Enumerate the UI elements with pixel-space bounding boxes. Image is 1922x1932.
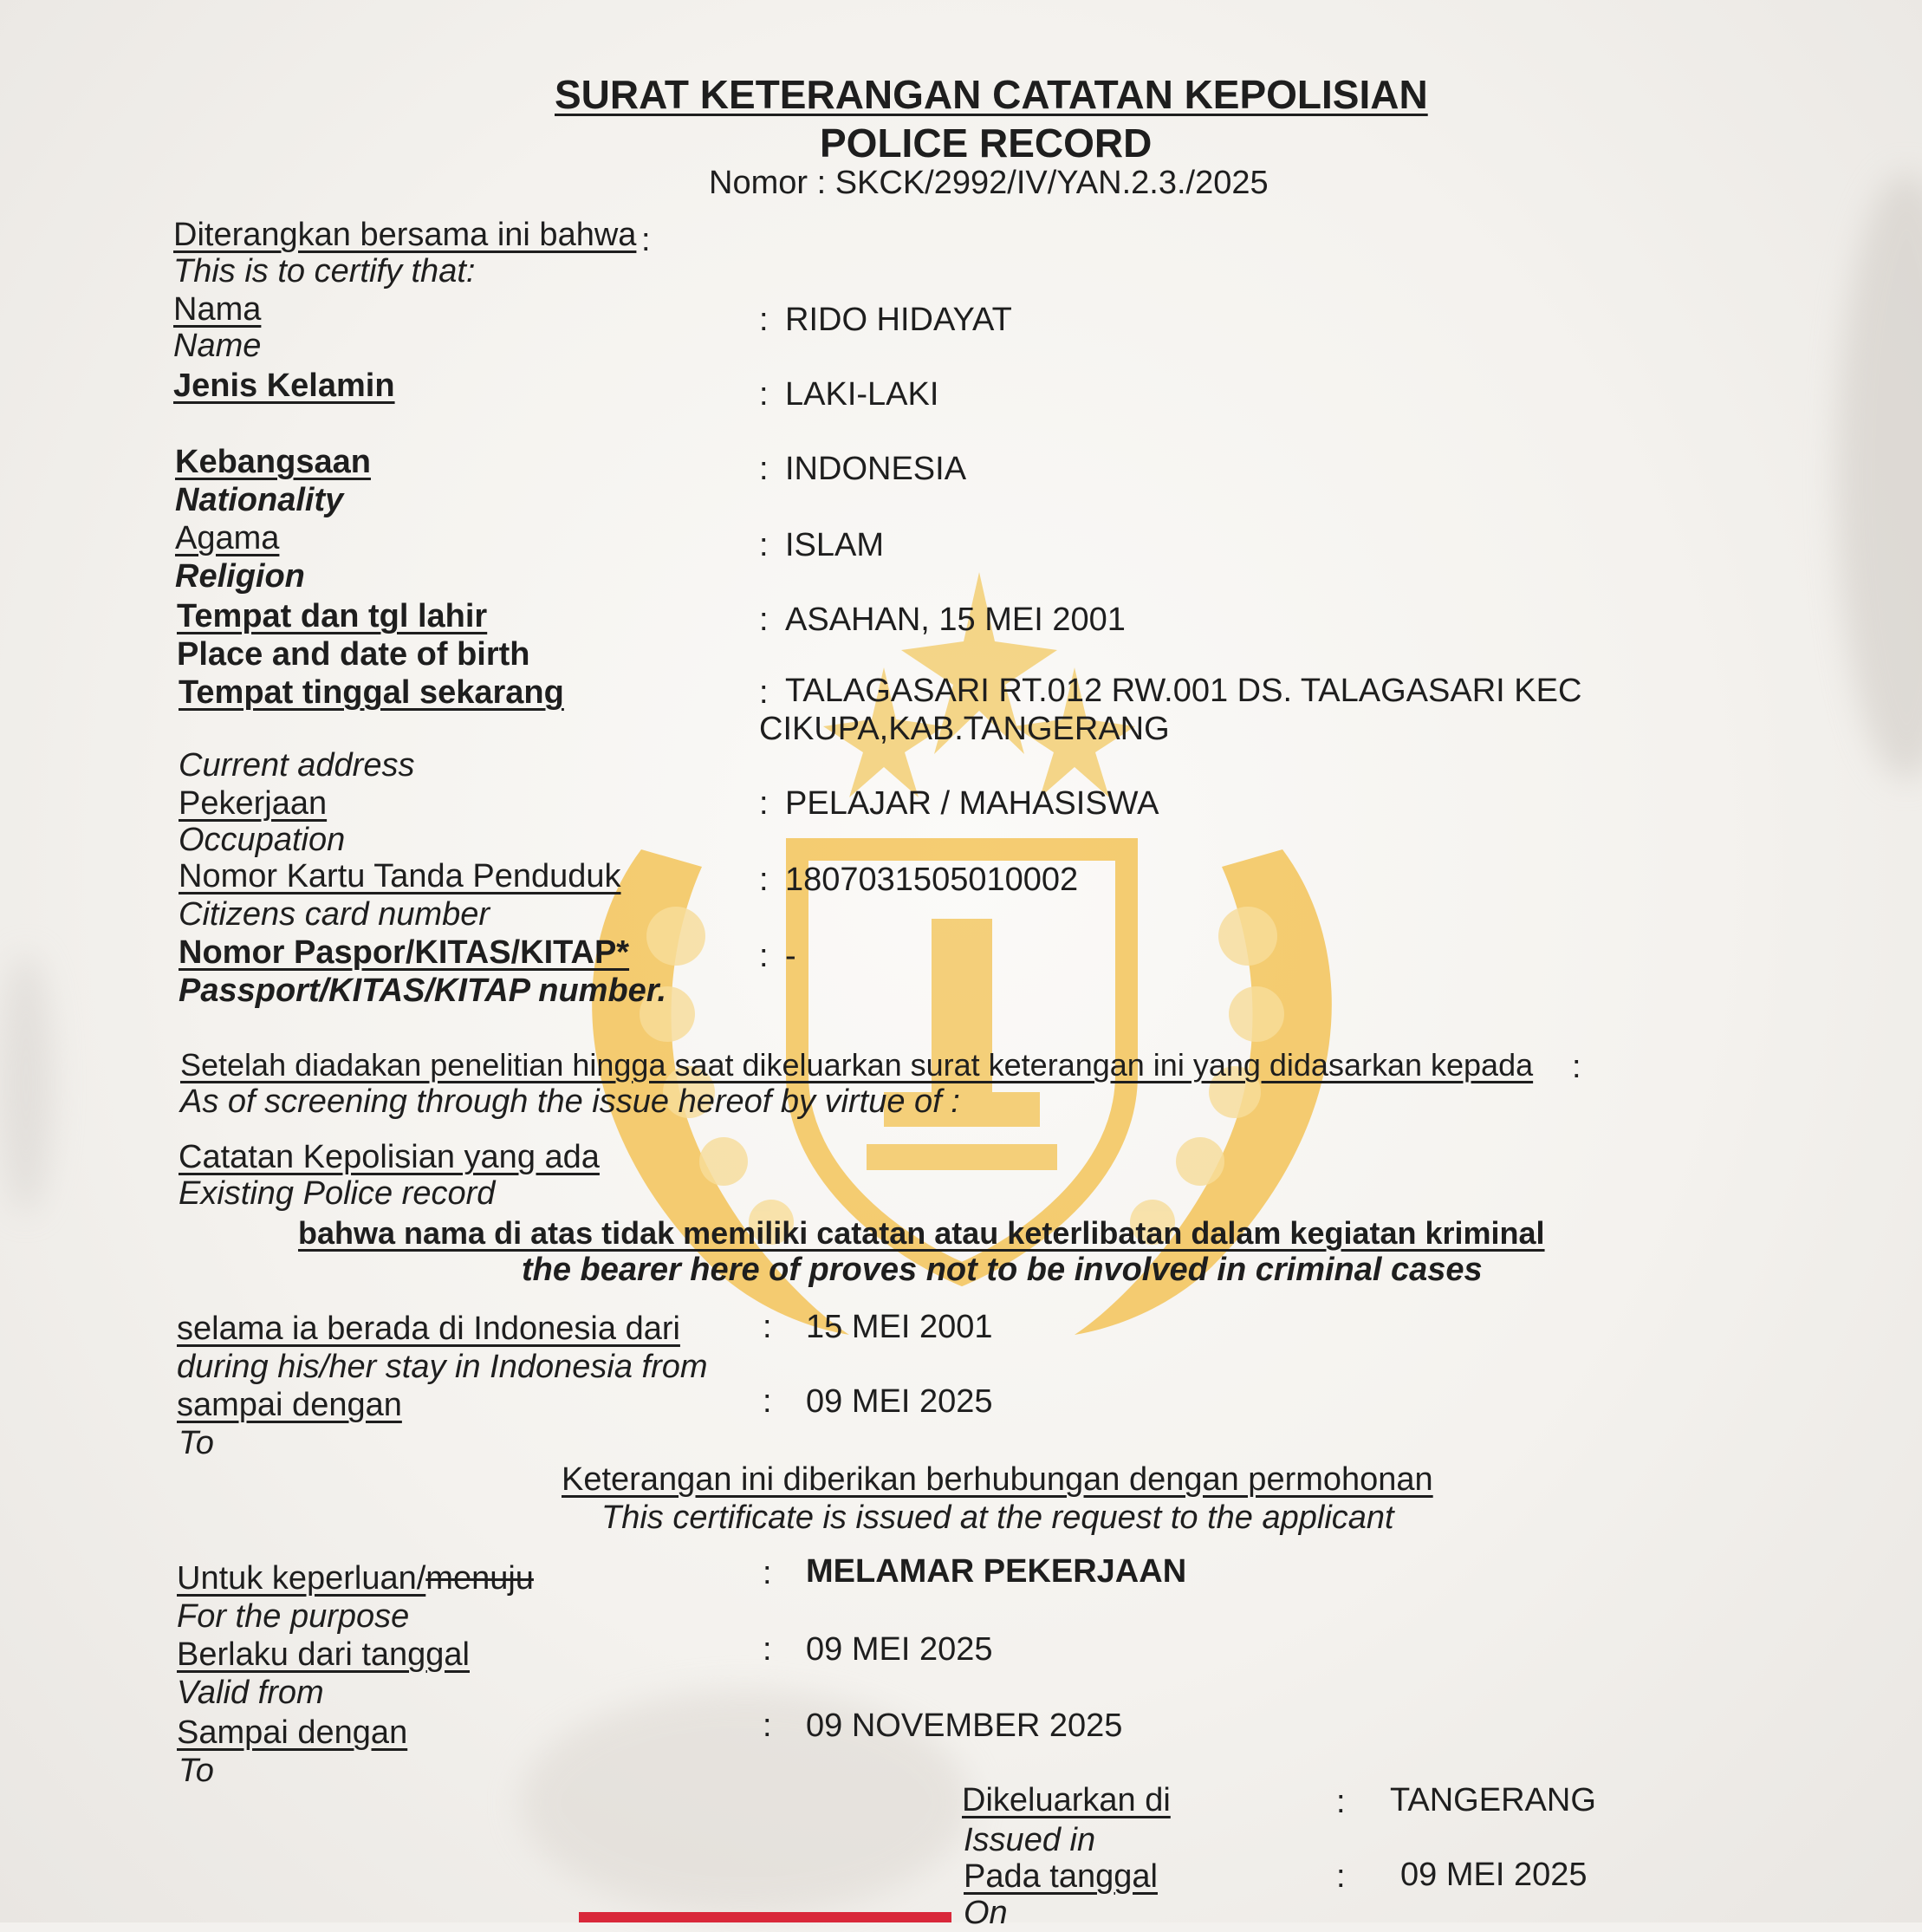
purpose-label-en: For the purpose — [177, 1598, 410, 1635]
valid-from-value: 09 MEI 2025 — [806, 1631, 993, 1668]
address-value-line2: CIKUPA,KAB.TANGERANG — [759, 711, 1170, 747]
valid-to-label-id: Sampai dengan — [177, 1714, 408, 1751]
paper-smudge — [1837, 173, 1922, 780]
gender-value: LAKI-LAKI — [785, 376, 939, 413]
stay-to-label-en: To — [179, 1425, 214, 1461]
id-card-value: 1807031505010002 — [785, 862, 1079, 898]
stay-to-value: 09 MEI 2025 — [806, 1383, 993, 1420]
screening-en: As of screening through the issue hereof by virtue of : — [180, 1083, 960, 1120]
document-number: Nomor : SKCK/2992/IV/YAN.2.3./2025 — [709, 165, 1269, 201]
purpose-value: MELAMAR PEKERJAAN — [806, 1553, 1187, 1590]
stay-from-colon: : — [763, 1309, 772, 1345]
record-label-id: Catatan Kepolisian yang ada — [179, 1139, 600, 1175]
paper-smudge — [0, 953, 52, 1213]
religion-colon: : — [759, 527, 769, 563]
stay-to-colon: : — [763, 1383, 772, 1420]
birth-colon: : — [759, 602, 769, 638]
valid-to-label-en: To — [179, 1753, 214, 1789]
issued-date-colon: : — [1336, 1858, 1346, 1895]
request-en: This certificate is issued at the request to the applicant — [601, 1499, 1394, 1536]
passport-label-id: Nomor Paspor/KITAS/KITAP* — [179, 934, 630, 971]
red-stamp-edge — [579, 1912, 951, 1922]
intro-id: Diterangkan bersama ini bahwa — [173, 217, 637, 253]
issued-date-label-id: Pada tanggal — [964, 1858, 1158, 1895]
nationality-label-en: Nationality — [175, 482, 344, 518]
gender-label-id: Jenis Kelamin — [173, 368, 395, 404]
purpose-label-text: Untuk keperluan/ — [177, 1560, 426, 1597]
valid-from-label-en: Valid from — [177, 1675, 324, 1711]
document-title: SURAT KETERANGAN CATATAN KEPOLISIAN — [555, 72, 1428, 117]
screening-colon: : — [1572, 1049, 1581, 1085]
religion-label-en: Religion — [175, 558, 305, 595]
name-label-id: Nama — [173, 291, 262, 328]
stay-to-label-id: sampai dengan — [177, 1387, 402, 1423]
religion-label-id: Agama — [175, 520, 280, 556]
purpose-colon: : — [763, 1555, 772, 1591]
request-id: Keterangan ini diberikan berhubungan dengan permohonan — [562, 1461, 1433, 1498]
stay-from-label-en: during his/her stay in Indonesia from — [177, 1349, 708, 1385]
address-label-en: Current address — [179, 747, 415, 784]
nationality-value: INDONESIA — [785, 451, 967, 487]
passport-value: - — [785, 938, 796, 974]
name-label-en: Name — [173, 328, 262, 364]
nationality-label-id: Kebangsaan — [175, 444, 371, 480]
intro-en: This is to certify that: — [173, 253, 476, 289]
id-card-colon: : — [759, 862, 769, 898]
stay-from-value: 15 MEI 2001 — [806, 1309, 993, 1345]
id-card-label-id: Nomor Kartu Tanda Penduduk — [179, 858, 621, 894]
issued-place-value: TANGERANG — [1390, 1782, 1596, 1818]
name-colon: : — [759, 302, 769, 338]
birth-label-en: Place and date of birth — [177, 636, 530, 673]
purpose-label-id — [177, 1560, 534, 1597]
birth-value: ASAHAN, 15 MEI 2001 — [785, 602, 1126, 638]
passport-label-en: Passport/KITAS/KITAP number. — [179, 973, 667, 1009]
address-value-line1: TALAGASARI RT.012 RW.001 DS. TALAGASARI KEC — [785, 673, 1582, 709]
occupation-colon: : — [759, 785, 769, 822]
issued-date-value: 09 MEI 2025 — [1400, 1857, 1588, 1893]
issued-place-label-en: Issued in — [964, 1822, 1096, 1858]
name-value: RIDO HIDAYAT — [785, 302, 1012, 338]
purpose-label-struck: menuju — [425, 1560, 534, 1597]
document-subtitle: POLICE RECORD — [820, 120, 1153, 166]
religion-value: ISLAM — [785, 527, 885, 563]
address-label-id: Tempat tinggal sekarang — [179, 674, 564, 711]
nationality-colon: : — [759, 451, 769, 487]
issued-date-label-en: On — [964, 1895, 1008, 1931]
issued-place-colon: : — [1336, 1784, 1346, 1820]
intro-colon: : — [641, 222, 651, 258]
passport-colon: : — [759, 938, 769, 974]
screening-id: Setelah diadakan penelitian hingga saat dikeluarkan surat keterangan ini yang didasarkan kepada — [180, 1047, 1534, 1083]
birth-label-id: Tempat dan tgl lahir — [177, 598, 488, 634]
occupation-label-id: Pekerjaan — [179, 785, 328, 822]
record-statement-en: the bearer here of proves not to be involved in criminal cases — [522, 1252, 1483, 1288]
gender-colon: : — [759, 376, 769, 413]
record-statement-id: bahwa nama di atas tidak memiliki catatan atau keterlibatan dalam kegiatan kriminal — [298, 1215, 1545, 1251]
valid-to-value: 09 NOVEMBER 2025 — [806, 1708, 1123, 1744]
address-colon: : — [759, 674, 769, 711]
occupation-label-en: Occupation — [179, 822, 346, 858]
occupation-value: PELAJAR / MAHASISWA — [785, 785, 1159, 822]
valid-to-colon: : — [763, 1708, 772, 1744]
valid-from-label-id: Berlaku dari tanggal — [177, 1636, 470, 1673]
issued-place-label-id: Dikeluarkan di — [962, 1782, 1171, 1818]
id-card-label-en: Citizens card number — [179, 896, 490, 933]
valid-from-colon: : — [763, 1631, 772, 1668]
record-label-en: Existing Police record — [179, 1175, 496, 1212]
stay-from-label-id: selama ia berada di Indonesia dari — [177, 1311, 680, 1347]
